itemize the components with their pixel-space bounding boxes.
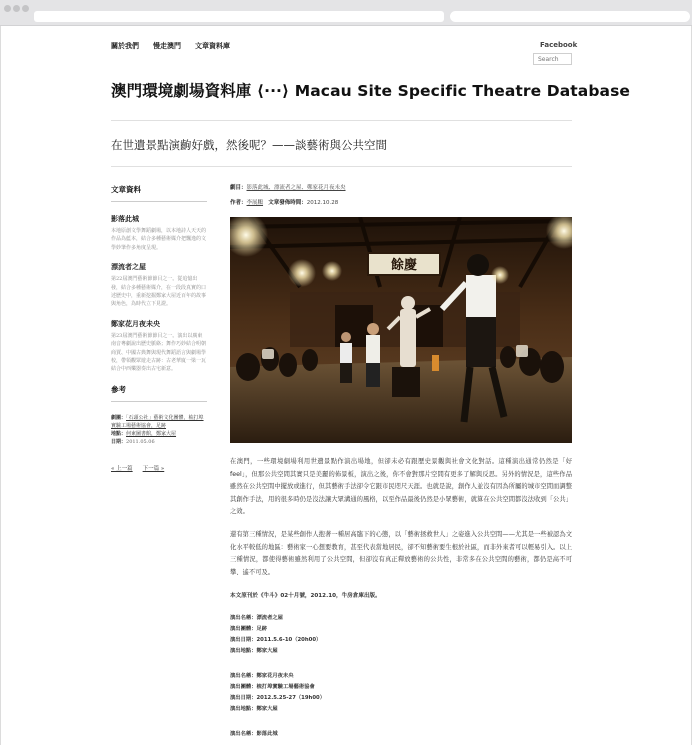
photo-sign-text: 餘慶 xyxy=(390,258,418,273)
article-body xyxy=(230,184,572,740)
divider xyxy=(111,120,572,121)
window-maximize-icon[interactable] xyxy=(22,5,29,12)
credit-line: 演出日期：2011.5.6-10（20h00） xyxy=(230,637,322,644)
meta-group-link[interactable]: 「石頭公社」藝術文化團體，梳打埠實驗工場藝術協會，足跡 xyxy=(111,414,204,430)
window-minimize-icon[interactable] xyxy=(13,5,20,12)
meta-place-label: 地點： xyxy=(111,431,127,438)
meta-place xyxy=(111,430,207,438)
published-date: 2012.10.28 xyxy=(306,200,339,206)
publication-note: 本文原刊於《牛斗》02十月號，2012.10，牛房倉庫出版。 xyxy=(230,593,381,600)
credit-block xyxy=(230,671,572,715)
nav-item-about[interactable]: 關於我們 xyxy=(111,42,139,50)
main-nav xyxy=(111,41,230,51)
reference-heading: 參考 xyxy=(111,384,126,394)
sidebar-item-title[interactable]: 鄭家花月夜未央 xyxy=(111,318,160,328)
play-links[interactable]: 影落此城、漂流者之屋、鄭家花月夜未央 xyxy=(246,185,346,191)
article-paragraph: 在澳門，一些環境劇場利用世遺景點作演出場地，但卻未必有跟歷史景觀與社會文化對話。這種演出通常仍然是「好feel」，但那公共空間其實只是美麗的佈景板，演出之後，你不會對那片空間有更多了解與反思。另外的情況是，這些作品雖然在公共空間中擺放或進行，但其藝術手法卻令它跟市民咫尺天涯。也就是說，創作人並沒有因為所屬的城市空間而調整其創作手法，用的很多時仍是沒法讓大眾溝通的風格，以至作品最後仍然是小眾藝術，就算在公共空間都沒法收到「公共」之效。 xyxy=(230,458,572,516)
meta-group-label: 劇團： xyxy=(111,414,127,421)
article-paragraph: 還有第三種情況，是某些創作人抱著一種居高臨下的心態，以「藝術拯救世人」之姿進入公共空間——尤其是一些被認為文化水平較低的地區：藝術家一心想要教育，甚至代表當地居民，卻不知藝術要生根於社區，而非外來者可以輕易引入。以上三種情況，都使得藝術雖然利用了公共空間，但卻沒有真正釋放藝術的公共性，非常多在公共空間的藝術，都仍是高不可攀、遙不可及。 xyxy=(230,530,572,576)
credit-line: 演出名稱：影落此城 xyxy=(230,731,278,738)
browser-search-bar[interactable] xyxy=(450,11,690,22)
meta-place-link[interactable]: 何東圖書館，鄭家大屋 xyxy=(126,431,177,438)
prev-post-link[interactable]: « 上一篇 xyxy=(111,465,133,472)
address-bar[interactable] xyxy=(34,11,444,22)
published-label: 文章發佈時間： xyxy=(268,200,307,206)
author-info xyxy=(230,199,572,207)
play-info xyxy=(230,184,572,192)
sidebar-item xyxy=(111,319,207,374)
meta-date-value: 2011.05.06 xyxy=(126,439,155,446)
credit-block xyxy=(230,613,572,657)
site-title[interactable]: 澳門環境劇場資料庫 ⟨···⟩ Macau Site Specific Theatre Database xyxy=(111,82,631,100)
credit-line: 演出名稱：漂流者之屋 xyxy=(230,615,283,622)
next-post-link[interactable]: 下一篇 » xyxy=(142,465,165,472)
performance-photo xyxy=(230,217,572,443)
divider xyxy=(111,166,572,167)
play-label: 劇目： xyxy=(230,185,247,191)
credit-line: 演出名稱：鄭家花月夜未央 xyxy=(230,673,294,680)
author-link[interactable]: 李展鵬 xyxy=(246,200,264,206)
credit-line: 演出團體：足跡 xyxy=(230,626,268,633)
sidebar-item-desc: 第22屆澳門藝術節節目之一。從追憶出發，結合多種藝術媒介，在一段段真實的口述歷史中，重新挖掘鄭家大屋近百年的故事與角色，為時代立下見證。 xyxy=(111,276,207,308)
credit-line: 演出日期：2012.5.25-27（19h00） xyxy=(230,695,325,702)
search-input[interactable] xyxy=(533,53,572,65)
sidebar-item-title[interactable]: 漂流者之屋 xyxy=(111,262,146,272)
author-label: 作者： xyxy=(230,200,247,206)
divider xyxy=(111,401,207,402)
credit-block xyxy=(230,729,572,740)
article-title: 在世遺景點演齣好戲，然後呢？——談藝術與公共空間 xyxy=(111,138,387,152)
pager xyxy=(111,464,207,472)
meta-group xyxy=(111,414,207,430)
sidebar-item-desc: 本地原創文學舞蹈劇場，以本地詩人天天的作品為藍本，結合多種藝術媒介把飄逸的文學妙筆作多角度呈現。 xyxy=(111,228,207,251)
nav-item-article-database[interactable]: 文章資料庫 xyxy=(195,42,230,50)
sidebar-item-title[interactable]: 影落此城 xyxy=(111,214,139,223)
window-border-left xyxy=(0,26,1,745)
credit-line: 演出地點：鄭家大屋 xyxy=(230,648,278,655)
nav-item-walk-macau[interactable]: 慢走澳門 xyxy=(153,42,181,50)
meta-date xyxy=(111,438,207,446)
sidebar-item xyxy=(111,214,207,252)
credit-line: 演出地點：鄭家大屋 xyxy=(230,706,278,713)
sidebar-item-desc: 第23屆澳門藝術節節目之一。演出以廣東南音粵劇說出歷史脈絡；舞作巧妙結合明朝商賈、中國古典舞與現代舞蹈語言與劇場學校，帶領觀眾遊走古跡：古老華廈一梁一瓦結合中西樂器奏出古宅新意。 xyxy=(111,332,207,373)
browser-toolbar xyxy=(0,0,692,26)
divider xyxy=(111,201,207,202)
sidebar-heading: 文章資料 xyxy=(111,185,141,194)
meta-date-label: 日期： xyxy=(111,439,127,446)
window-close-icon[interactable] xyxy=(4,5,11,12)
sidebar xyxy=(111,184,207,472)
credit-line: 演出團體：梳打埠實驗工場藝術協會 xyxy=(230,684,315,691)
facebook-link[interactable]: Facebook xyxy=(540,41,578,49)
sidebar-item xyxy=(111,262,207,309)
